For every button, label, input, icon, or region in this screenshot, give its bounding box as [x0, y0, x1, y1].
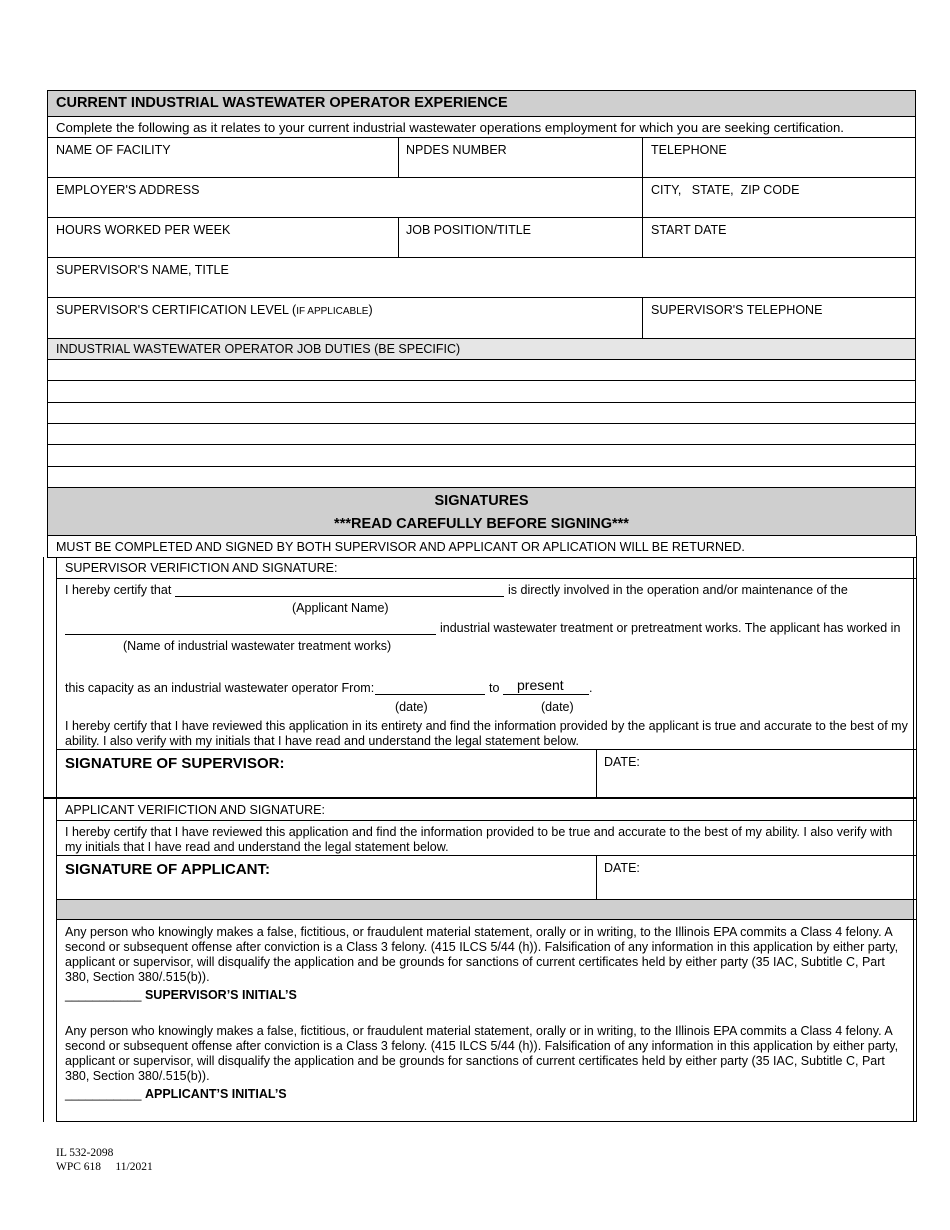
- supervisor-cert-field[interactable]: [56, 303, 373, 319]
- to-label: to: [489, 681, 500, 695]
- capacity-period: .: [589, 681, 593, 695]
- signatures-requirement: MUST BE COMPLETED AND SIGNED BY BOTH SUPERVISOR AND APPLICANT OR APLICATION WILL BE RETURNED.: [56, 540, 745, 554]
- applicant-date-label: DATE:: [604, 861, 640, 875]
- supervisor-telephone-field[interactable]: SUPERVISOR'S TELEPHONE: [651, 303, 823, 317]
- applicant-initials-label: APPLICANT’S INITIAL’S: [144, 1087, 287, 1101]
- applicant-name-label: (Applicant Name): [292, 601, 389, 615]
- legal-divider-bar: [57, 900, 913, 919]
- certify-suffix: is directly involved in the operation and/or maintenance of the: [508, 583, 848, 597]
- city-state-zip-field[interactable]: CITY, STATE, ZIP CODE: [651, 183, 800, 197]
- applicant-initials-blank[interactable]: ___________: [65, 1087, 142, 1101]
- hours-worked-field[interactable]: HOURS WORKED PER WEEK: [56, 223, 231, 237]
- form-code: IL 532-2098: [56, 1147, 114, 1159]
- applicant-date-field[interactable]: [597, 856, 913, 899]
- if-applicable-note: IF APPLICABLE: [296, 306, 369, 317]
- signatures-title: SIGNATURES: [434, 493, 529, 509]
- npdes-number-field[interactable]: NPDES NUMBER: [406, 143, 507, 157]
- date-label-from: (date): [395, 700, 428, 714]
- applicant-certify-statement: I hereby certify that I have reviewed this application and find the information provided to be true and accurate to the best of my ability. I also verify with my initials that I have read and understand the legal statement below.: [65, 825, 893, 854]
- applicant-initials-line[interactable]: [65, 1087, 287, 1102]
- job-duties-line[interactable]: [48, 445, 915, 466]
- supervisor-initials-line[interactable]: [65, 988, 297, 1003]
- supervisor-cert-label: SUPERVISOR'S CERTIFICATION LEVEL (: [56, 303, 297, 317]
- supervisor-name-field[interactable]: SUPERVISOR'S NAME, TITLE: [56, 263, 229, 277]
- form-version: WPC 618 11/2021: [56, 1161, 153, 1173]
- date-label-to: (date): [541, 700, 574, 714]
- applicant-signature-label: SIGNATURE OF APPLICANT:: [65, 861, 270, 878]
- from-date-input[interactable]: [375, 694, 485, 695]
- employers-address-field[interactable]: EMPLOYER'S ADDRESS: [56, 183, 200, 197]
- job-duties-line[interactable]: [48, 360, 915, 380]
- name-of-facility-field[interactable]: NAME OF FACILITY: [56, 143, 171, 157]
- supervisor-certify-statement: I hereby certify that I have reviewed this application in its entirety and find the information provided by the applicant is true and accurate to the best of my ability. I also verify with my initials that I have read and understand the legal statement below.: [65, 719, 908, 748]
- supervisor-cert-close: ): [368, 303, 373, 317]
- to-date-input[interactable]: [503, 694, 589, 695]
- applicant-verification-header: APPLICANT VERIFICTION AND SIGNATURE:: [65, 803, 325, 817]
- supervisor-initials-label: SUPERVISOR’S INITIAL’S: [144, 988, 297, 1002]
- job-position-field[interactable]: JOB POSITION/TITLE: [406, 223, 532, 237]
- signatures-subtitle: ***READ CAREFULLY BEFORE SIGNING***: [334, 516, 629, 532]
- certify-prefix: I hereby certify that: [65, 583, 172, 597]
- section-title: CURRENT INDUSTRIAL WASTEWATER OPERATOR EXPERIENCE: [56, 95, 508, 111]
- start-date-field[interactable]: START DATE: [651, 223, 727, 237]
- capacity-prefix: this capacity as an industrial wastewater operator From:: [65, 681, 375, 695]
- telephone-field[interactable]: TELEPHONE: [651, 143, 727, 157]
- legal-statement-applicant: Any person who knowingly makes a false, fictitious, or fraudulent material statement, orally or in writing, to the Illinois EPA commits a Class 4 felony. A second or subsequent offense after conviction is a Class 3 felony. (415 ILCS 5/44 (h)). Falsification of any information in this application by either party, applicant or supervisor, will disqualify the application and be grounds for sanctions of current certificates held by either party (35 IAC, Subtitle C, Part 380, Section 380/.515(b)).: [65, 1024, 899, 1083]
- works-name-input[interactable]: [65, 634, 436, 635]
- works-suffix: industrial wastewater treatment or pretreatment works. The applicant has worked in: [440, 621, 901, 635]
- job-duties-line[interactable]: [48, 381, 915, 402]
- job-duties-line[interactable]: [48, 467, 915, 487]
- section-instructions: Complete the following as it relates to your current industrial wastewater operations employment for which you are seeking certification.: [56, 120, 844, 135]
- legal-statement-supervisor: Any person who knowingly makes a false, fictitious, or fraudulent material statement, orally or in writing, to the Illinois EPA commits a Class 4 felony. A second or subsequent offense after conviction is a Class 3 felony. (415 ILCS 5/44 (h)). Falsification of any information in this application by either party, applicant or supervisor, will disqualify the application and be grounds for sanctions of current certificates held by either party (35 IAC, Subtitle C, Part 380, Section 380/.515(b)).: [65, 925, 899, 984]
- applicant-name-input[interactable]: [175, 596, 504, 597]
- supervisor-verification-header: SUPERVISOR VERIFICTION AND SIGNATURE:: [65, 561, 338, 575]
- supervisor-date-label: DATE:: [604, 755, 640, 769]
- supervisor-signature-label: SIGNATURE OF SUPERVISOR:: [65, 755, 285, 772]
- job-duties-header: INDUSTRIAL WASTEWATER OPERATOR JOB DUTIES (BE SPECIFIC): [56, 342, 461, 356]
- supervisor-initials-blank[interactable]: ___________: [65, 988, 142, 1002]
- job-duties-line[interactable]: [48, 424, 915, 444]
- job-duties-line[interactable]: [48, 403, 915, 423]
- works-name-label: (Name of industrial wastewater treatment works): [123, 639, 392, 653]
- to-date-value: present: [517, 677, 564, 693]
- supervisor-date-field[interactable]: [597, 750, 913, 797]
